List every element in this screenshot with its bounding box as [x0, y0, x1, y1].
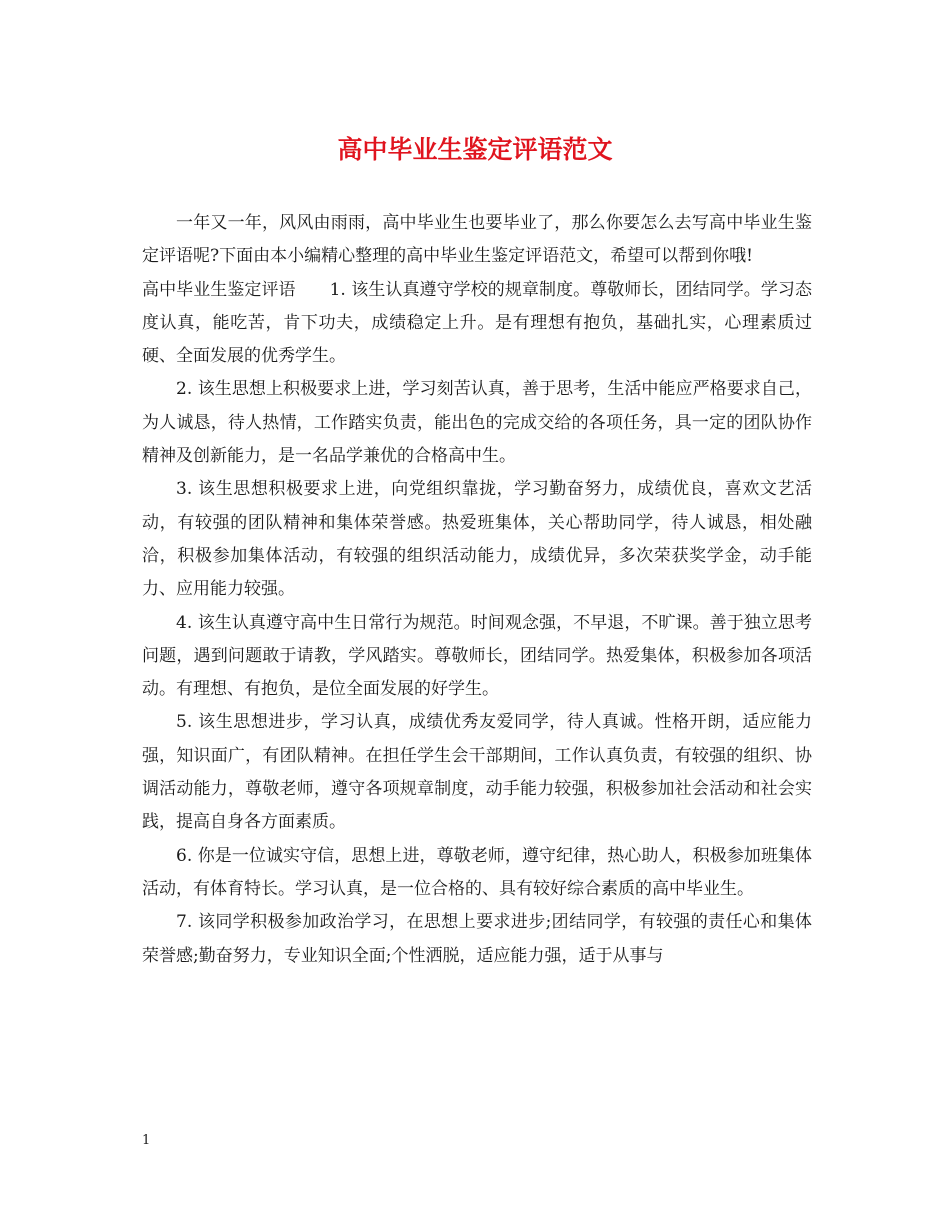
item-paragraph-2: 2. 该生思想上积极要求上进，学习刻苦认真，善于思考，生活中能应严格要求自己，为人诚恳，待人热情，工作踏实负责，能出色的完成交给的各项任务，具一定的团队协作精神及创新能力，是一名品学兼优的合格高中生。 — [142, 379, 812, 467]
intro-paragraph: 一年又一年，风风由雨雨，高中毕业生也要毕业了，那么你要怎么去写高中毕业生鉴定评语呢?下面由本小编精心整理的高中毕业生鉴定评语范文，希望可以帮到你哦! — [142, 213, 812, 267]
item-paragraph-6: 6. 你是一位诚实守信，思想上进，尊敬老师，遵守纪律，热心助人，积极参加班集体活动，有体育特长。学习认真，是一位合格的、具有较好综合素质的高中毕业生。 — [142, 845, 812, 899]
item-text-1: 1. 该生认真遵守学校的规章制度。尊敬师长，团结同学。学习态度认真，能吃苦，肯下功夫，成绩稳定上升。是有理想有抱负，基础扎实，心理素质过硬、全面发展的优秀学生。 — [142, 279, 812, 367]
document-body — [142, 207, 812, 973]
page-number: 1 — [142, 1133, 151, 1148]
page-title: 高中毕业生鉴定评语范文 — [337, 135, 613, 164]
item-paragraph-4: 4. 该生认真遵守高中生日常行为规范。时间观念强，不早退，不旷课。善于独立思考问题，遇到问题敢于请教，学风踏实。尊敬师长，团结同学。热爱集体，积极参加各项活动。有理想、有抱负，是位全面发展的好学生。 — [142, 612, 812, 700]
section-label: 高中毕业生鉴定评语 — [142, 279, 296, 300]
item-paragraph-7: 7. 该同学积极参加政治学习，在思想上要求进步;团结同学，有较强的责任心和集体荣誉感;勤奋努力，专业知识全面;个性洒脱，适应能力强，适于从事与 — [142, 912, 812, 966]
item-paragraph-1 — [142, 274, 812, 374]
item-paragraph-3: 3. 该生思想积极要求上进，向党组织靠拢，学习勤奋努力，成绩优良，喜欢文艺活动，有较强的团队精神和集体荣誉感。热爱班集体，关心帮助同学，待人诚恳，相处融洽，积极参加集体活动，有较强的组织活动能力，成绩优异，多次荣获奖学金，动手能力、应用能力较强。 — [142, 479, 812, 600]
item-paragraph-5: 5. 该生思想进步，学习认真，成绩优秀友爱同学，待人真诚。性格开朗，适应能力强，知识面广，有团队精神。在担任学生会干部期间，工作认真负责，有较强的组织、协调活动能力，尊敬老师，遵守各项规章制度，动手能力较强，积极参加社会活动和社会实践，提高自身各方面素质。 — [142, 712, 812, 833]
